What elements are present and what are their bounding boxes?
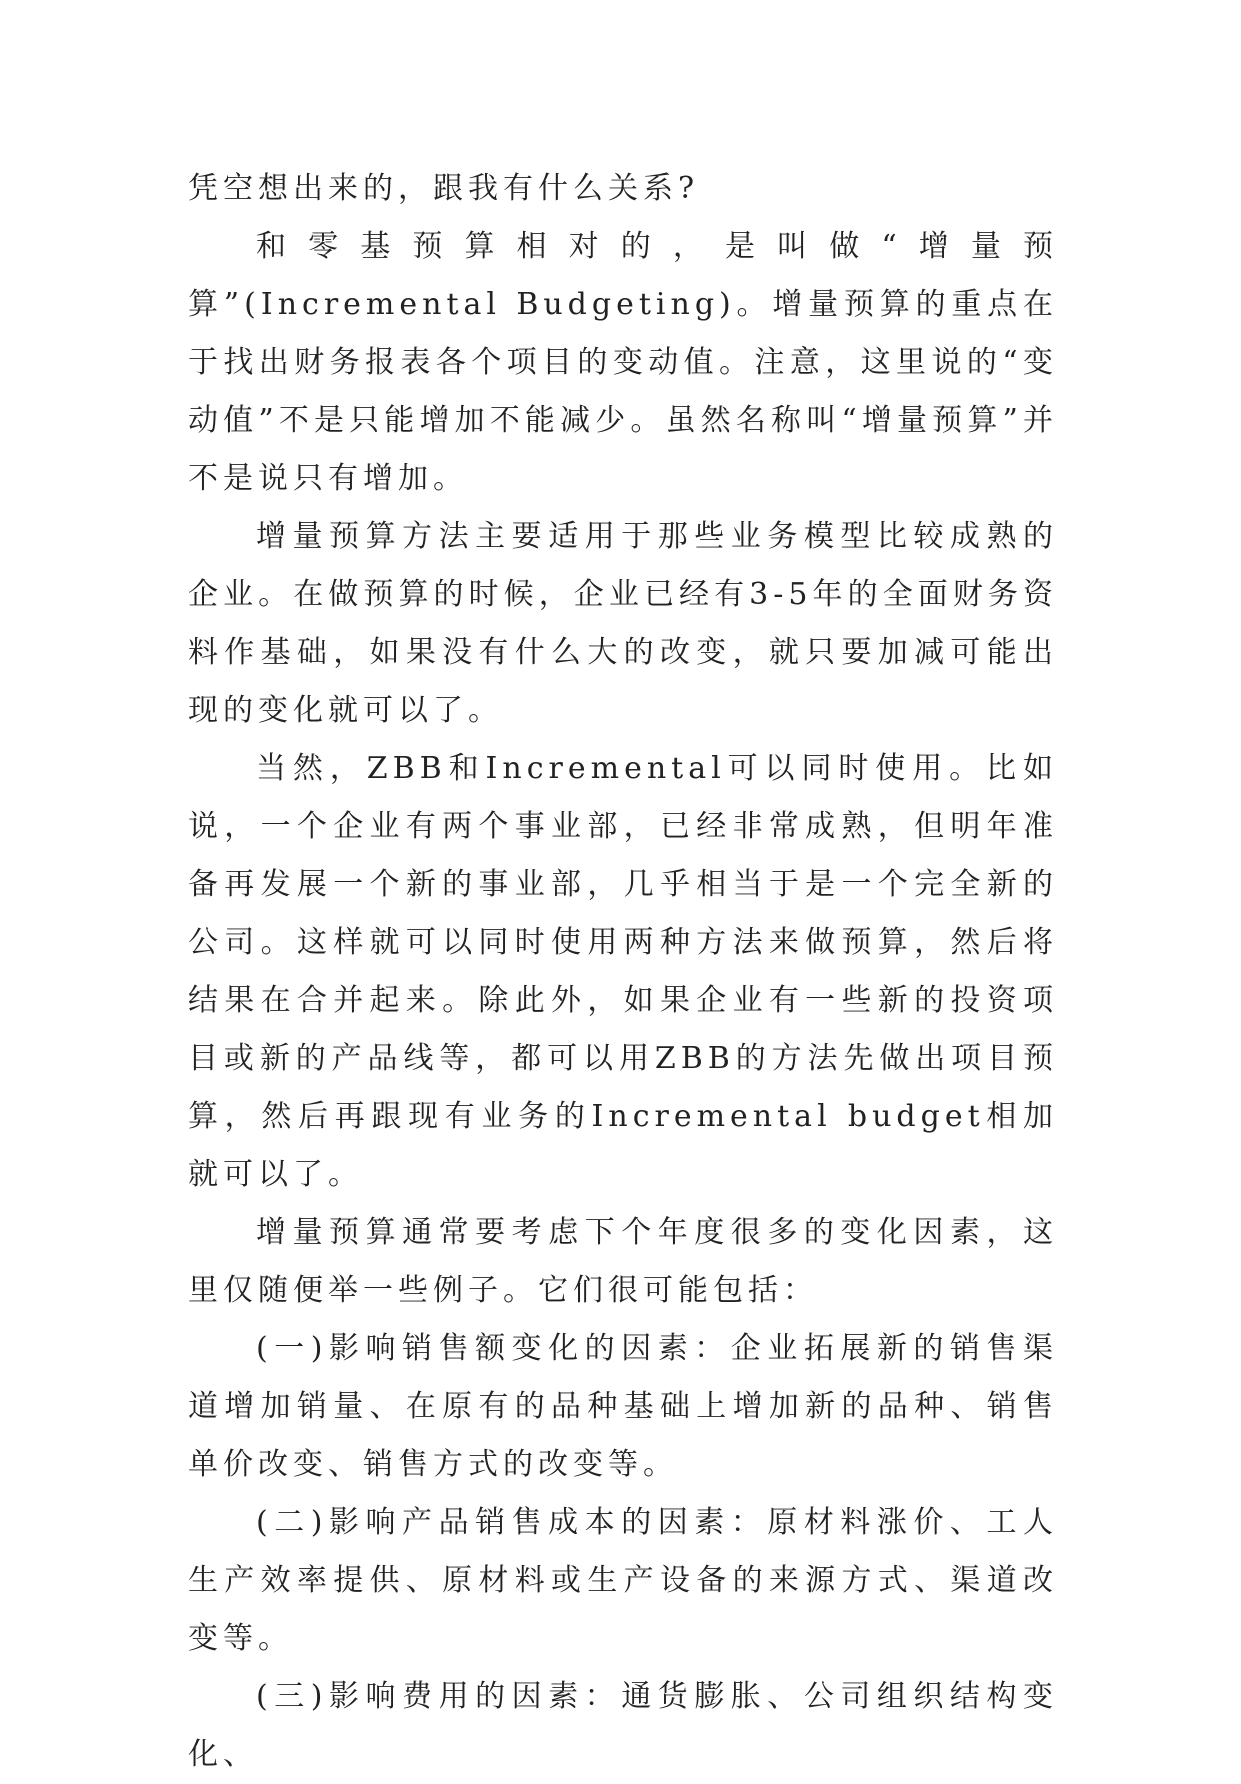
paragraph-combined-usage: 当然，ZBB和Incremental可以同时使用。比如说，一个企业有两个事业部，已经非常成熟，但明年准备再发展一个新的事业部，几乎相当于是一个完全新的公司。这样就可以同时使用两种方法来做预算，然后将结果在合并起来。除此外，如果企业有一些新的投资项目或新的产品线等，都可以用ZBB的方法先做出项目预算，然后再跟现有业务的Incremental budget相加就可以了。 — [188, 751, 1058, 1192]
paragraph-applicability: 增量预算方法主要适用于那些业务模型比较成熟的企业。在做预算的时候，企业已经有3-5年的全面财务资料作基础，如果没有什么大的改变，就只要加减可能出现的变化就可以了。 — [188, 519, 1058, 728]
body-text — [188, 160, 1058, 1784]
paragraph-expense-factors: (三)影响费用的因素：通货膨胀、公司组织结构变化、 — [188, 1679, 1058, 1772]
paragraph-continuation: 凭空想出来的，跟我有什么关系? — [188, 171, 700, 206]
paragraph-sales-factors: (一)影响销售额变化的因素：企业拓展新的销售渠道增加销量、在原有的品种基础上增加新的品种、销售单价改变、销售方式的改变等。 — [188, 1331, 1058, 1482]
paragraph-change-factors-intro: 增量预算通常要考虑下个年度很多的变化因素，这里仅随便举一些例子。它们很可能包括： — [188, 1215, 1058, 1308]
paragraph-incremental-budget-definition: 和零基预算相对的，是叫做“增量预算”(Incremental Budgeting)。增量预算的重点在于找出财务报表各个项目的变动值。注意，这里说的“变动值”不是只能增加不能减少。虽然名称叫“增量预算”并不是说只有增加。 — [188, 229, 1058, 496]
paragraph-cost-factors: (二)影响产品销售成本的因素：原材料涨价、工人生产效率提供、原材料或生产设备的来源方式、渠道改变等。 — [188, 1505, 1058, 1656]
